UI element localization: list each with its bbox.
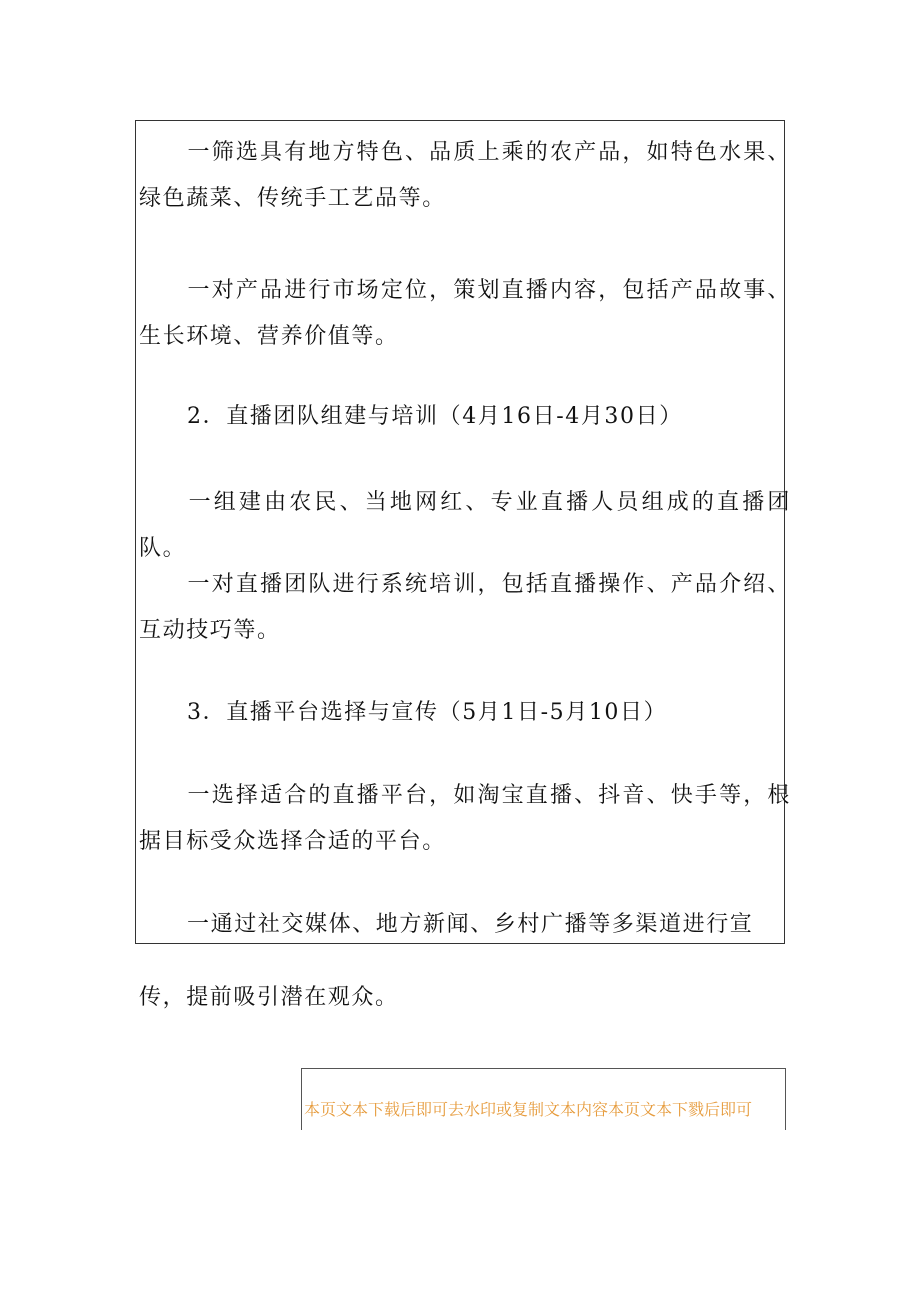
paragraph-text: 一对直播团队进行系统培训，包括直播操作、产品介绍、互动技巧等。 xyxy=(139,572,791,643)
paragraph-platform-choice xyxy=(139,773,791,865)
paragraph-text: 一选择适合的直播平台，如淘宝直播、抖音、快手等，根据目标受众选择合适的平台。 xyxy=(139,783,791,854)
paragraph-text: 一组建由农民、当地网红、专业直播人员组成的直播团队。 xyxy=(139,490,791,561)
paragraph-promotion xyxy=(139,902,791,948)
paragraph-select-products xyxy=(139,130,791,222)
paragraph-build-team xyxy=(139,480,791,572)
watermark-notice: 本页文本下载后即可去水印或复制文本内容本页文本下戮后即可 xyxy=(304,1100,753,1119)
paragraph-team-training xyxy=(139,562,791,654)
paragraph-promotion-continued: 传，提前吸引潜在观众。 xyxy=(139,985,399,1010)
paragraph-market-positioning xyxy=(139,268,791,360)
heading-text: 3．直播平台选择与宣传（5月1日-5月10日） xyxy=(187,700,668,725)
paragraph-text: 一通过社交媒体、地方新闻、乡村广播等多渠道进行宣 xyxy=(187,912,754,937)
section-heading-team xyxy=(139,394,791,440)
section-heading-platform xyxy=(139,690,791,736)
paragraph-text: 一对产品进行市场定位，策划直播内容，包括产品故事、生长环境、营养价值等。 xyxy=(139,278,791,349)
heading-text: 2．直播团队组建与培训（4月16日-4月30日） xyxy=(187,404,683,429)
paragraph-text: 一筛选具有地方特色、品质上乘的农产品，如特色水果、绿色蔬菜、传统手工艺品等。 xyxy=(139,140,791,211)
